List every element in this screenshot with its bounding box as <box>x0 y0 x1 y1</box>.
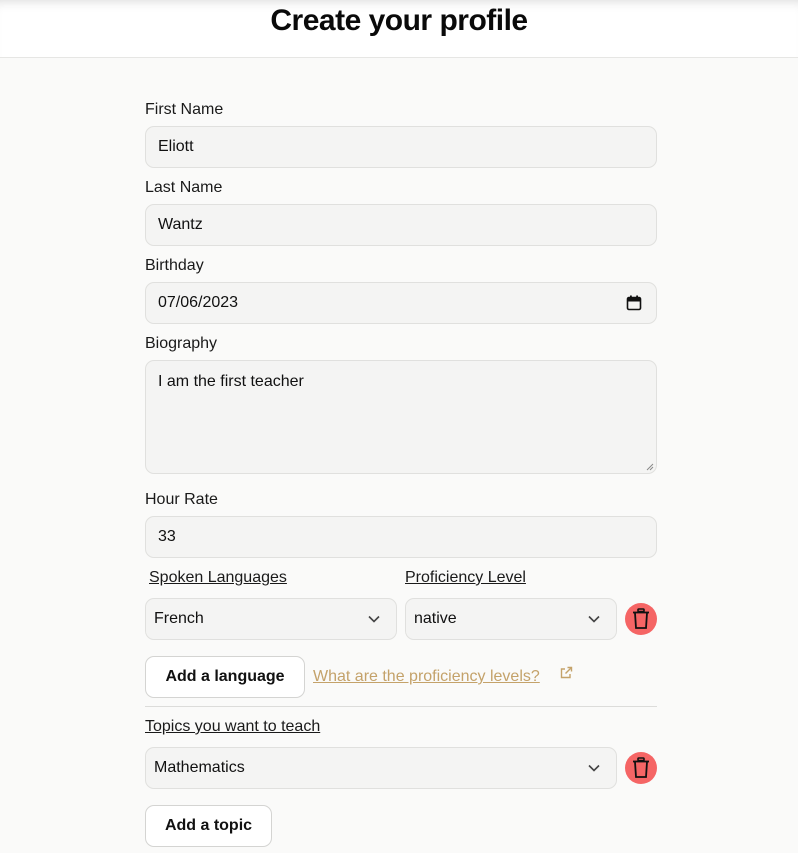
language-select[interactable] <box>145 598 397 640</box>
hour-rate-label: Hour Rate <box>145 491 218 508</box>
proficiency-select-value: native <box>414 610 457 627</box>
biography-label: Biography <box>145 335 218 352</box>
calendar-icon[interactable] <box>626 295 642 311</box>
section-divider <box>145 706 657 707</box>
last-name-input[interactable] <box>145 204 657 246</box>
proficiency-select[interactable] <box>405 598 617 640</box>
chevron-down-icon <box>588 763 600 773</box>
trash-icon <box>632 757 650 779</box>
proficiency-help-link[interactable]: What are the proficiency levels? <box>313 668 540 685</box>
last-name-value: Wantz <box>158 216 203 233</box>
chevron-down-icon <box>368 614 380 624</box>
biography-textarea[interactable] <box>145 360 657 474</box>
add-language-button[interactable]: Add a language <box>145 656 305 698</box>
page-title: Create your profile <box>270 4 528 37</box>
first-name-input[interactable] <box>145 126 657 168</box>
hour-rate-input[interactable] <box>145 516 657 558</box>
first-name-label: First Name <box>145 101 224 118</box>
external-link-icon[interactable] <box>559 666 573 680</box>
topics-label: Topics you want to teach <box>145 718 321 735</box>
delete-language-button[interactable] <box>625 603 657 635</box>
page-header <box>0 0 798 58</box>
spoken-languages-label: Spoken Languages <box>149 569 287 586</box>
chevron-down-icon <box>588 614 600 624</box>
add-topic-button[interactable]: Add a topic <box>145 805 272 847</box>
topic-select[interactable] <box>145 747 617 789</box>
birthday-input[interactable] <box>145 282 657 324</box>
proficiency-level-label: Proficiency Level <box>405 569 526 586</box>
hour-rate-value: 33 <box>158 528 176 545</box>
birthday-label: Birthday <box>145 257 204 274</box>
topic-select-value: Mathematics <box>154 759 245 776</box>
birthday-value: 07/06/2023 <box>158 294 239 311</box>
resize-handle-icon[interactable] <box>646 463 654 471</box>
delete-topic-button[interactable] <box>625 752 657 784</box>
first-name-value: Eliott <box>158 138 194 155</box>
biography-value: I am the first teacher <box>158 373 304 390</box>
last-name-label: Last Name <box>145 179 223 196</box>
language-select-value: French <box>154 610 204 627</box>
trash-icon <box>632 608 650 630</box>
